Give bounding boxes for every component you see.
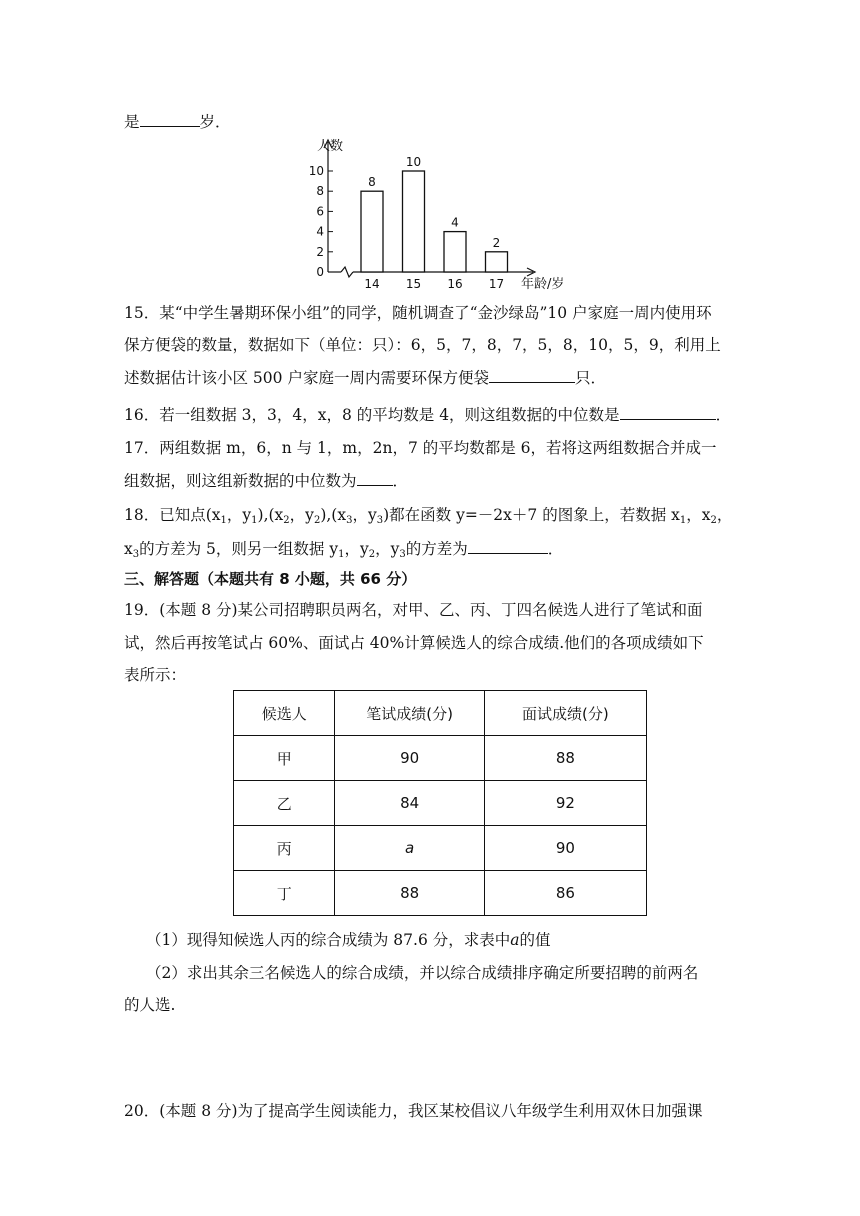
table-row	[234, 871, 647, 916]
q19-line-1: 19．(本题 8 分)某公司招聘职员两名，对甲、乙、丙、丁四名候选人进行了笔试和面	[124, 601, 703, 619]
scores-table	[233, 690, 647, 916]
table-cell: 乙	[234, 781, 335, 826]
answer-blank	[357, 469, 393, 486]
q16-line	[124, 403, 731, 426]
q19-part-2-line-2: 的人选.	[124, 996, 176, 1014]
header-written: 笔试成绩(分)	[335, 691, 484, 736]
bar	[361, 191, 383, 272]
q16-text: 16．若一组数据 3，3，4，x，8 的平均数是 4，则这组数据的中位数是	[124, 406, 620, 424]
table-cell: 丁	[234, 871, 335, 916]
q18-line-1: 18．已知点($x_1$，$y_1),(x_2$，$y_2),(x_3$，$y_3$)都在函数 y=－2x＋7 的图象上，若数据 $x_1$，$x_2$，	[124, 506, 733, 526]
table-cell: 甲	[234, 736, 335, 781]
header-candidate: 候选人	[234, 691, 335, 736]
x-tick-label: 14	[364, 277, 380, 291]
y-tick-label: 6	[316, 204, 324, 219]
table-row	[234, 736, 647, 781]
q15-line-2: 保方便袋的数量，数据如下（单位：只）：6，5，7，8，7，5，8，10，5，9，利用上	[124, 336, 721, 354]
bar	[486, 252, 508, 272]
q18-line-2: $x_3$的方差为 5，则另一组数据 $y_1$，$y_2$，$y_3$的方差为 ．	[124, 537, 563, 560]
q17-suffix: ．	[392, 472, 409, 490]
table-cell: 88	[484, 736, 646, 781]
q17-line-2	[124, 469, 408, 492]
y-tick-label: 0	[316, 265, 324, 279]
answer-blank	[468, 537, 548, 554]
q17-line-1: 17．两组数据 m，6，n 与 1，m，2n，7 的平均数都是 6，若将这两组数据合并成一	[124, 439, 717, 457]
bar	[403, 171, 425, 272]
x-tick-label: 17	[488, 277, 505, 291]
q15-line-3	[124, 366, 606, 389]
table-cell: 84	[335, 781, 484, 826]
bar-value-label: 4	[451, 215, 459, 230]
bar-value-label: 2	[492, 235, 501, 250]
table-cell: a	[335, 826, 484, 871]
bar	[444, 232, 466, 272]
table-cell: 88	[335, 871, 484, 916]
q19-line-2: 试，然后再按笔试占 60%、面试占 40%计算候选人的综合成绩.他们的各项成绩如下	[124, 634, 704, 652]
answer-blank	[489, 366, 575, 383]
q20-line-1: 20．(本题 8 分)为了提高学生阅读能力，我区某校倡议八年级学生利用双休日加强课	[124, 1102, 703, 1120]
answer-blank	[140, 110, 200, 127]
y-axis-label: 人数	[317, 139, 344, 154]
table-cell: 90	[484, 826, 646, 871]
y-tick-label: 8	[316, 184, 324, 199]
x-tick-label: 15	[405, 277, 422, 291]
x-tick-label: 16	[447, 277, 463, 291]
table-cell: 92	[484, 781, 646, 826]
q14-suffix: 岁．	[199, 113, 231, 131]
table-row	[234, 826, 647, 871]
section-heading: 三、解答题（本题共有 8 小题，共 66 分）	[124, 570, 417, 588]
q16-suffix: ．	[715, 406, 732, 424]
x-axis-label: 年龄/岁	[521, 277, 565, 292]
q19-line-3: 表所示：	[124, 666, 187, 684]
q14-answer-line	[124, 110, 231, 133]
axis-break	[341, 267, 353, 277]
q17-text: 组数据，则这组新数据的中位数为	[124, 472, 357, 490]
q15-text: 述数据估计该小区 500 户家庭一周内需要环保方便袋	[124, 369, 489, 387]
table-cell: 86	[484, 871, 646, 916]
y-tick-label: 4	[316, 224, 324, 239]
table-cell: 90	[335, 736, 484, 781]
bar-value-label: 10	[405, 155, 422, 169]
age-bar-chart	[295, 132, 585, 292]
table-cell: 丙	[234, 826, 335, 871]
y-tick-label: 10	[308, 164, 324, 178]
answer-blank	[620, 403, 716, 420]
bar-value-label: 8	[368, 175, 376, 190]
table-row	[234, 781, 647, 826]
table-header-row	[234, 691, 647, 736]
q15-suffix: 只．	[574, 369, 606, 387]
q19-part-1: （1）现得知候选人丙的综合成绩为 87.6 分，求表中a的值	[146, 931, 551, 949]
q19-part-2-line-1: （2）求出其余三名候选人的综合成绩，并以综合成绩排序确定所要招聘的前两名	[146, 964, 699, 982]
y-tick-label: 2	[316, 244, 324, 259]
q15-line-1: 15．某“中学生暑期环保小组”的同学，随机调查了“金沙绿岛”10 户家庭一周内使用环	[124, 304, 712, 322]
q14-prefix: 是	[124, 113, 140, 131]
header-interview: 面试成绩(分)	[484, 691, 646, 736]
